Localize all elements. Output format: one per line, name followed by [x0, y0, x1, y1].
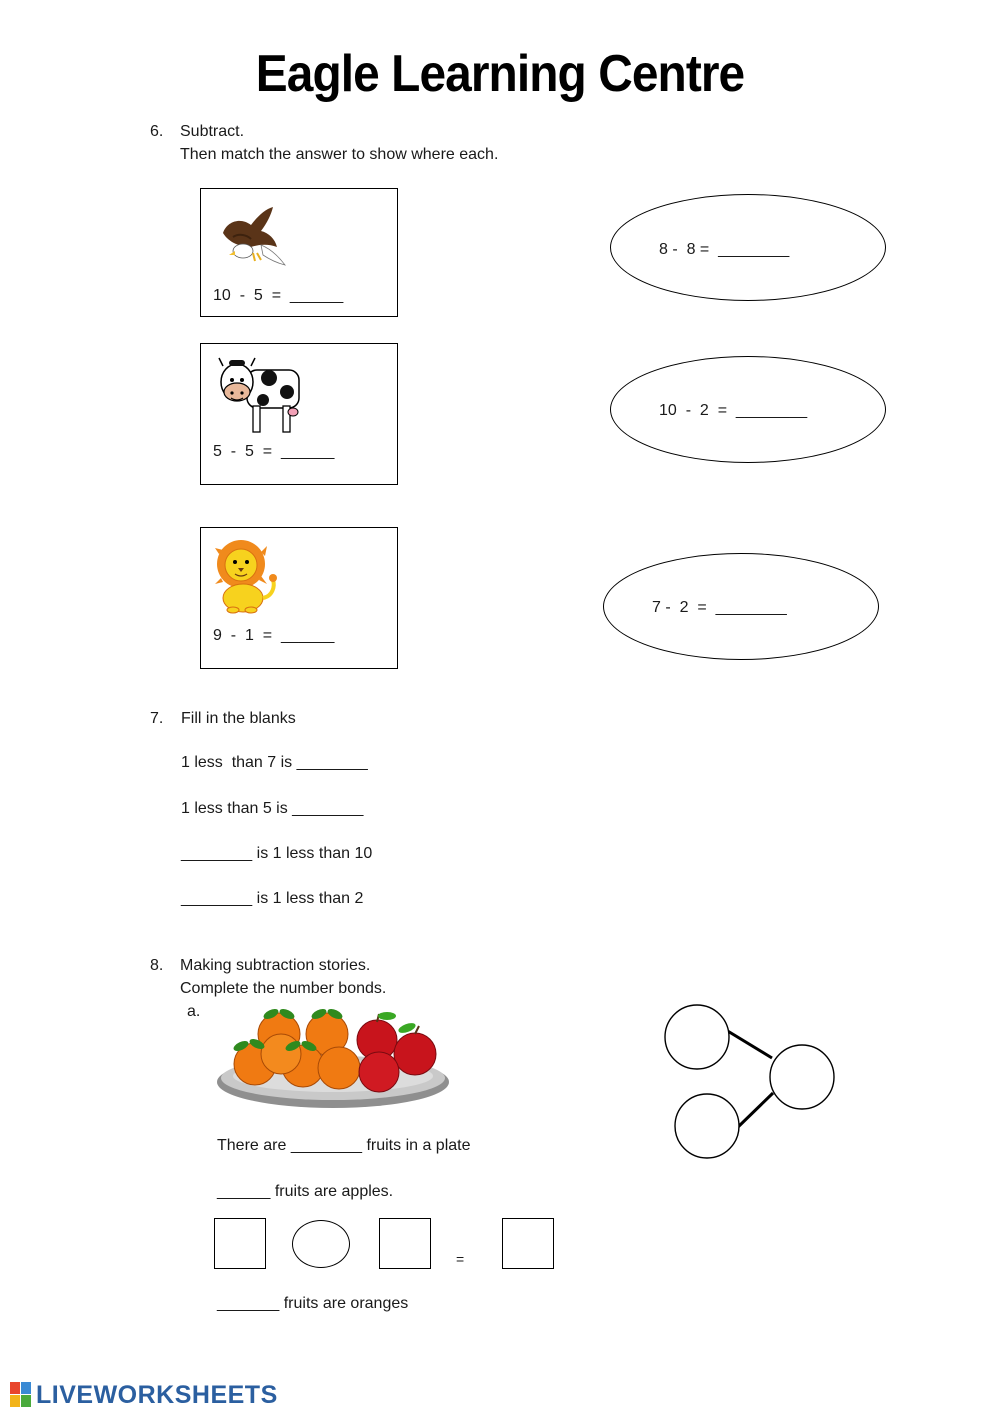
- number-sentence-box-1[interactable]: [214, 1218, 266, 1269]
- fruit-plate-image: [215, 1004, 455, 1114]
- footer-brand-text: LIVEWORKSHEETS: [36, 1380, 278, 1409]
- q8-instruction-2: Complete the number bonds.: [180, 980, 387, 997]
- lion-box: [200, 527, 398, 669]
- lion-equation: 9 - 1 = ______: [213, 627, 335, 644]
- footer-brand: [10, 1380, 278, 1410]
- q6-instruction-1: Subtract.: [180, 123, 245, 140]
- q8-instruction-1: Making subtraction stories.: [180, 957, 371, 974]
- bond-part-circle-top: [665, 1005, 729, 1069]
- q7-title: Fill in the blanks: [181, 710, 296, 727]
- q8-number: 8.: [150, 957, 164, 974]
- q8-sub-label: a.: [187, 1003, 201, 1020]
- number-sentence-box-2[interactable]: [379, 1218, 431, 1269]
- cow-icon: [217, 352, 307, 438]
- story-line-3: _______ fruits are oranges: [217, 1295, 409, 1312]
- eagle-icon: [217, 203, 293, 273]
- orange-icon: [234, 1013, 360, 1089]
- q7-line-2: 1 less than 5 is ________: [181, 800, 364, 817]
- bond-whole-circle: [770, 1045, 834, 1109]
- bond-line-bottom: [737, 1093, 773, 1128]
- answer-oval-2: [610, 356, 886, 463]
- answer-oval-3: [603, 553, 879, 660]
- cow-box: [200, 343, 398, 485]
- eagle-equation: 10 - 5 = ______: [213, 287, 344, 304]
- q7-number: 7.: [150, 710, 164, 727]
- story-line-1: There are ________ fruits in a plate: [217, 1137, 471, 1154]
- cow-equation: 5 - 5 = ______: [213, 443, 335, 460]
- oval-1-equation: 8 - 8 = ________: [659, 241, 790, 258]
- bond-part-circle-bottom: [675, 1094, 739, 1158]
- q7-line-1: 1 less than 7 is ________: [181, 754, 368, 771]
- eagle-box: [200, 188, 398, 317]
- story-line-2: ______ fruits are apples.: [217, 1183, 394, 1200]
- page-title: Eagle Learning Centre: [255, 45, 745, 103]
- q6-number: 6.: [150, 123, 164, 140]
- liveworksheets-logo-icon: [10, 1382, 32, 1408]
- oval-2-equation: 10 - 2 = ________: [659, 402, 808, 419]
- operator-circle[interactable]: [292, 1220, 350, 1268]
- answer-oval-1: [610, 194, 886, 301]
- q7-line-3: ________ is 1 less than 10: [181, 845, 373, 862]
- q7-line-4: ________ is 1 less than 2: [181, 890, 364, 907]
- bond-line-top: [726, 1030, 772, 1058]
- number-sentence-box-3[interactable]: [502, 1218, 554, 1269]
- oval-3-equation: 7 - 2 = ________: [652, 599, 787, 616]
- number-bond-diagram: [660, 1000, 840, 1165]
- q6-instruction-2: Then match the answer to show where each.: [180, 146, 499, 163]
- lion-icon: [215, 538, 285, 614]
- equals-sign: =: [456, 1251, 465, 1267]
